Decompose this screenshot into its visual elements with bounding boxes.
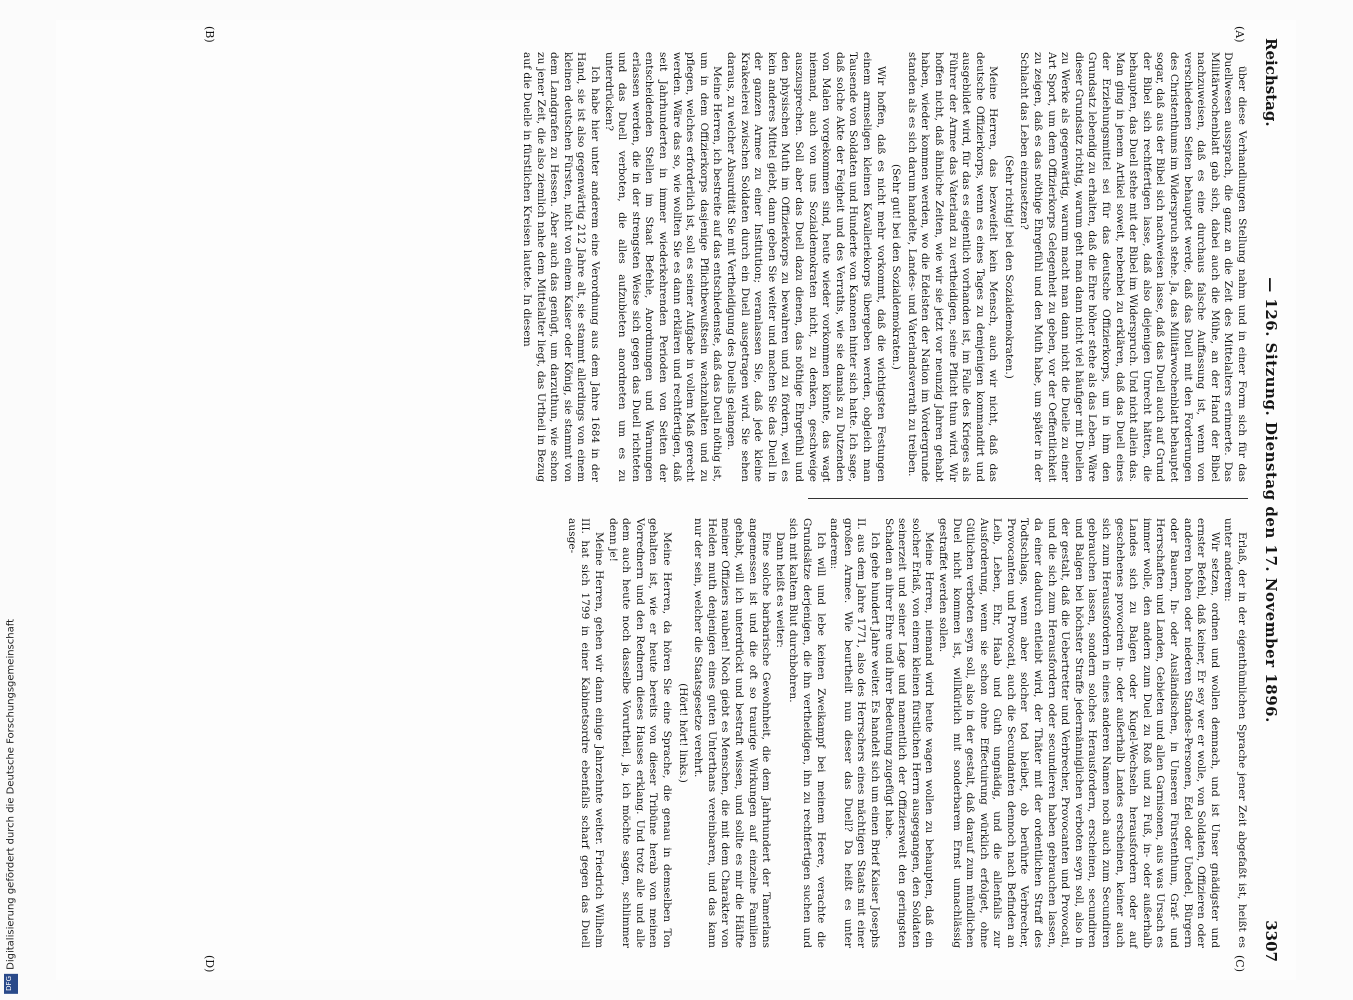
margin-mark-a: (A) — [1233, 26, 1246, 43]
page-number: 3307 — [1262, 920, 1280, 962]
paragraph: Wir hoffen, daß es nicht mehr vorkommt, daß die wichtigsten Festungen einem armseligen kleinen Kavalleriekorps übergeben werden, obgleich man Tausende von Soldaten und Hunderte von Kanonen hinter sich hatte. Ich sage, daß solche Akte der Feigheit und des Verraths, wie sie damals zu Dutzenden von Malen vorgekommen sind, heute wieder vorkommen könnte, das wagt niemand, auch von uns Sozialdemokraten nicht, zu denken, geschweige auszusprechen. Soll aber das Duell dazu dienen, das nöthige Ehrgefühl und den physischen Muth im Offizierkorps zu bewahren und zu fördern, weil es kein anderes Mittel giebt, dann geben Sie weiter und machen Sie das Duell in der ganzen Armee zu einer Institution; veranlassen Sie, daß jede kleine Krakeelerei zwischen Soldaten durch ein Duell ausgetragen wird. Sie sehen daraus, zu welcher Absurdität Sie mit Vertheidigung des Duells gelangen. — [725, 52, 887, 482]
column-divider — [808, 498, 1248, 499]
interjection: (Sehr gut! bei den Sozialdemokraten.) — [890, 164, 903, 370]
paragraph: Meine Herren, ich bestreite auf das entschiedenste, daß das Duell nöthig ist, um in dem Offizierkorps dasjenige Pflichtbewußtsein wachzuhalten und zu pflegen, welches erforderlich ist, soll es seiner Aufgabe in vollem Maß gerecht werden. Wäre das so, wie wollten Sie es dann erklären und rechtfertigen, daß seit Jahrhunderten in immer wiederkehrenden Perioden von Seiten der entscheidenden Stellen im Staat Befehle, Anordnungen und Warnungen erlassen werden, die in der strengsten Weise sich gegen das Duell richteten und das Duell verboten, die alles aufzubieten anordneten um es zu unterdrücken? — [602, 52, 724, 482]
paragraph: Ich gehe hundert Jahre weiter. Es handelt sich um einen Brief Kaiser Josephs II. aus dem Jahre 1771, also des Herrschers eines mächtigen Staats mit einer großen Armee. Wie beurtheilt nun dieser das Duell? Da heißt es unter anderem: — [828, 518, 881, 948]
interjection: (Sehr richtig! bei den Sozialdemokraten.) — [1002, 155, 1015, 379]
margin-mark-d: (D) — [203, 955, 216, 973]
margin-mark-b: (B) — [203, 26, 216, 43]
page-header — [1254, 38, 1284, 962]
header-center: — 126. Sitzung. Dienstag den 17. November 1896. — [1262, 277, 1280, 723]
paragraph: Meine Herren, gehen wir dann einige Jahrzehnte weiter. Friedrich Wilhelm III. hat sich 1799 in einer Kabinetsordre ebenfalls scharf gegen das Duell ausge- — [565, 518, 606, 948]
margin-mark-c: (C) — [1233, 955, 1246, 972]
paragraph: Dann heißt es weiter: — [773, 532, 786, 648]
paragraph: über diese Verhandlungen Stellung nahm und in einer Form sich für das Duellwesen aussprach, die ganz an die Zeit des Mittelalters erinnerte. Das Militärwochenblatt gab sich, dabei auch die Mühe, an der Hand der Bibel nachzuweisen, daß es eine durchaus falsche Auffassung ist, wenn von verschiedenen Seiten behauptet werde, daß das Duell mit den Forderungen des Christenthums im Widerspruch stehe. Ja, das Militärwochenblatt behauptet sogar, daß aus der Bibel sich nachweisen lasse, daß das Duell auch auf Grund der Bibel sich rechtfertigen lasse, daß also diejenigen Unrecht hätten, die behaupten, das Duell stehe mit der Bibel im Widerspruch. Und nicht allein das. Man ging in jenem Artikel soweit, nebenbei zu erklären, daß das Duell eines der Erziehungsmittel sei für das deutsche Offizierkorps, um in ihm den Grundsatz lebendig zu erhalten, daß die Ehre höher stehe als das Leben. Wäre dieser Grundsatz richtig, warum geht man dann nicht viel häufiger mit Duellen zu Werke als gegenwärtig, warum macht man dann nicht die Duelle zu einer Art Sport, um dem Offizierkorps Gelegenheit zu geben, vor der Oeffentlichkeit zu zeigen, daß es das nöthige Ehrgefühl und den Muth habe, um später in der Schlacht das Leben einzusetzen? — [1018, 52, 1248, 482]
quotation: Wir setzen, ordnen und wollen demnach, und ist Unser gnädigster und ernster Befehl, daß keiner, Er sey wer er wolle, von Soldaten, Offizieren oder anderen hohen oder niederen Standes-Personen, Edel oder Unedel, Bürgern oder Bauern, In- oder Ausländischen, in Unseren Fürstenthum, Graf- und Herrschaften und Landen, Gebieten und allen Garnisonen, aus was Ursach es immer wolle, den andern zum Duel zu Roß und zu Fuß, in- oder außerhalb Landes sich zu Balgen oder Kugel-Wechseln herausfordern oder auf geschehenes provociren in- oder außerhalb Landes erscheinen, keiner auch sich zum Heraussfordern in eines anderen Namen noch auch zum Secundiren gebrauchen lassen, sondern solches Herausfordern, erscheinen, secundiren und Balgen bei höchster Straffe jedermänniglichen verboten seyn soll, also in der gestalt, daß die Uebertretter und Verbrecher, Provocanten und Provocati, und die sich zum Herausfordern oder secundieren haben gebrauchen lassen, da einer dadurch entleibt wird, der Thäter mit der ordentlichen Straff des Todtschlags, wenn aber solcher tod bleibet, ob berührte Verbrecher, Provocanten und Provocati, auch die Secundanten dennoch nach Befinden an Leib, Leben, Ehr, Haab und Guth ungnädig, und die allenfalls zur Ausforderung, wenn sie schon ohne Effectuirung würklich erfolget, ohne Gütlichen verboten seyn soll, also in der gestalt, daß darauf zum mündlichen Duel nicht kommen ist, willkürlich mit sonderbarem Ernst unnachlässig gestraffet werden sollen. — [936, 518, 1221, 948]
interjection: (Hört! hört! links.) — [676, 683, 689, 783]
dfg-logo: DFG — [4, 974, 18, 994]
paragraph: Meine Herren, da hören Sie eine Sprache, die genau in demselben Ton gehalten ist, wie er heute bereits von dieser Tribüne herab von meinen Vorrednern und den Rednern dieses Hauses erklang. Und trotz alle und alle dem auch heute noch dasselbe Vorurtheil, ja, ich möchte sagen, schlimmer denn je! — [606, 518, 674, 948]
paragraph: Meine Herren, das bezweifelt kein Mensch, auch wir nicht, daß das deutsche Offizierkorps, wenn es eines Tages zu demjenigen kommandirt und ausgebildet wird, für das es eigentlich vorhanden ist, im Falle des Krieges als Führer der Armee das Vaterland zu vertheidigen, seine Pflicht thun wird. Wir hoffen nicht, daß ähnliche Zeiten, wie wir sie jetzt vor neunzig Jahren gehabt haben, wieder kommen werden, wo die Edelsten der Nation im Vordergrunde standen als es sich darum handelte, Landes- und Vaterlandsverrath zu treiben. — [905, 52, 1000, 482]
quotation: Eine solche barbarische Gewohnheit, die dem Jahrhundert der Tamerlans angemessen ist und die oft so traurige Wirkungen auf einzelne Familien gehabt, will ich unterdrückt und bestraft wissen, und sollte es mir die Hälfte meiner Offiziers rauben! Noch giebt es Menschen, die mit dem Charakter von Helden muth denjenigen eines guten Unterthans vereinbaren, und das kann nur der sein, welcher die Staatsgesetze verehrt. — [692, 518, 773, 948]
paragraph: Erlaß, der in der eigenthümlichen Sprache jener Zeit abgefaßt ist, heißt es unter anderem: — [1222, 518, 1248, 948]
right-column — [564, 518, 1248, 948]
header-left: Reichstag. — [1262, 38, 1280, 127]
digitization-footer — [4, 619, 18, 994]
paragraph: Ich habe hier unter anderem eine Verordnung aus dem Jahre 1684 in der Hand, sie ist also gegenwärtig 212 Jahre alt, sie stammt allerdings von einem kleinen deutschen Fürsten, nicht von einem Kaiser oder König, sie stammt von dem Landgrafen zu Hessen. Aber auch das genügt, um darzuthun, wie schon zu jener Zeit, die also ziemlich nahe dem Mittelalter liegt, das Urtheil in Bezug auf die Duelle in fürstlichen Kreisen lautete. In diesem — [521, 52, 602, 482]
paragraph: Meine Herren, niemand wird heute wagen wollen zu behaupten, daß ein solcher Erlaß, von einem kleinen fürstlichen Herrn ausgegangen, den Soldaten seinerzeit und seiner Lage und namentlich der Offizierswelt den geringsten Schaden an ihrer Ehre und ihrer Bedeutung zugefügt habe. — [882, 518, 936, 948]
scanned-page — [56, 20, 1296, 980]
left-column — [520, 52, 1248, 482]
footer-text: Digitalisierung gefördert durch die Deutsche Forschungsgemeinschaft — [5, 619, 17, 970]
quotation: Ich will und lebe keinen Zweikampf bei meinem Heere, verachte die Grundsätze derjenigen, die ihn vertheidigen, ihn zu rechtfertigen suchen und sich mit kaltem Blut durchbohren. — [787, 518, 827, 948]
